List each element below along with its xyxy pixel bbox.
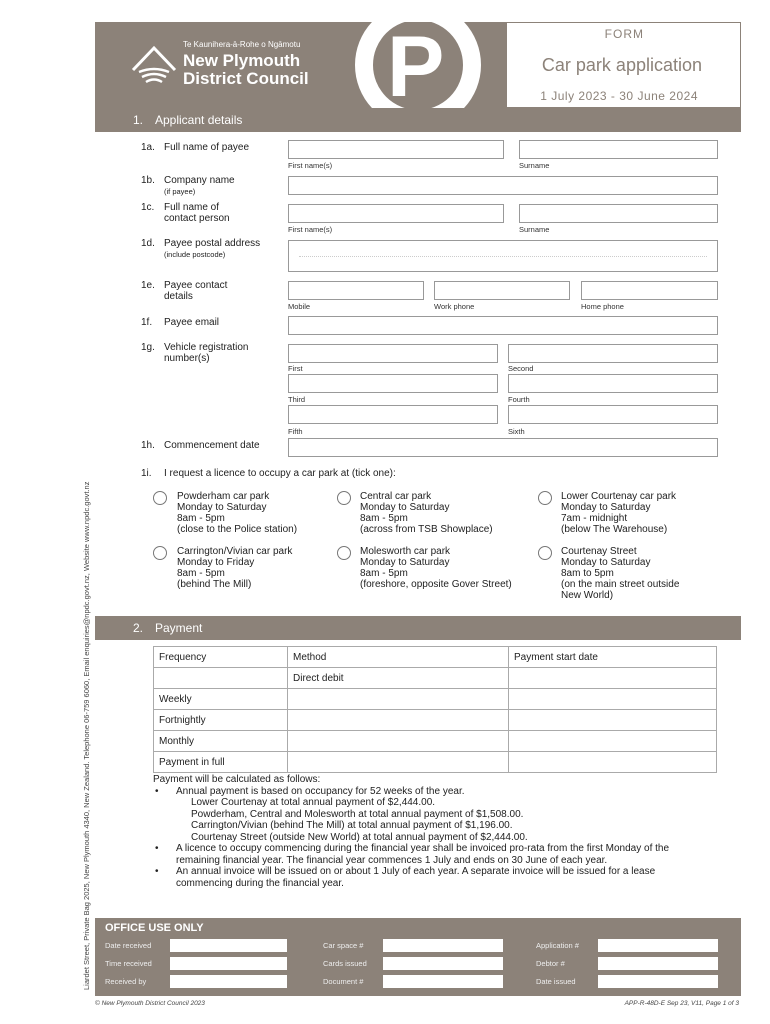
vehicle-reg-third-caption: Third [288,395,306,404]
list-item: • Annual payment is based on occupancy for 52 weeks of the year. [155,785,465,797]
mobile-caption: Mobile [288,302,311,311]
section-title: Applicant details [155,113,243,127]
payee-surname-input[interactable] [519,140,718,159]
carrington-vivian-radio[interactable] [153,546,167,560]
method-value: Direct debit [288,668,509,689]
payee-first-name-input[interactable] [288,140,504,159]
date-received-label: Date received [105,941,152,950]
courtenay-street-option: Courtenay Street Monday to Saturday 8am to 5pm (on the main street outside New World) [561,546,680,601]
lower-courtenay-option: Lower Courtenay car park Monday to Saturday 7am - midnight (below The Warehouse) [561,491,677,535]
vehicle-reg-first-caption: First [288,364,303,373]
section-number: 2. [133,621,144,635]
postal-address-input[interactable] [288,240,718,272]
header-title-panel [507,22,741,108]
document-field[interactable] [383,975,503,988]
commencement-date-input[interactable] [288,438,718,457]
home-phone-input[interactable] [581,281,718,300]
frequency-header: Frequency [154,647,288,668]
vehicle-reg-third-input[interactable] [288,374,498,393]
first-name-caption: First name(s) [288,161,333,170]
vehicle-reg-fourth-input[interactable] [508,374,718,393]
council-maori-name: Te Kaunihera-ā-Rohe o Ngāmotu [183,40,301,49]
calc-intro: Payment will be calculated as follows: [153,774,321,785]
surname-caption: Surname [519,161,550,170]
section-applicant-header [95,108,741,132]
table-header-row [154,647,717,668]
section-number: 1. [133,113,144,127]
start-date-cell[interactable] [509,731,717,752]
start-date-cell[interactable] [509,668,717,689]
section-title: Payment [155,621,203,635]
molesworth-radio[interactable] [337,546,351,560]
table-row [154,689,717,710]
mobile-input[interactable] [288,281,424,300]
company-name-input[interactable] [288,176,718,195]
form-code-footer: APP-R-48D-E Sep 23, V11, Page 1 of 3 [624,1000,739,1007]
central-radio[interactable] [337,491,351,505]
list-item: • A licence to occupy commencing during the financial year shall be invoiced pro-rata from the first Monday of the remaining financial year. The financial year commences 1 July and ends on 30 June of each year. [155,843,670,866]
start-date-cell[interactable] [509,689,717,710]
received-by-label: Received by [105,977,147,986]
powderham-option: Powderham car park Monday to Saturday 8am - 5pm (close to the Police station) [177,491,298,535]
time-received-label: Time received [105,959,152,968]
contact-surname-input[interactable] [519,204,718,223]
list-item: • An annual invoice will be issued on or about 1 July of each year. A separate invoice will be issued for a lease commencing during the financial year. [155,866,656,889]
vehicle-reg-second-input[interactable] [508,344,718,363]
carrington-vivian-option: Carrington/Vivian car park Monday to Friday 8am - 5pm (behind The Mill) [177,546,293,590]
frequency-full: Payment in full [154,752,288,773]
central-option: Central car park Monday to Saturday 8am - 5pm (across from TSB Showplace) [360,491,493,535]
council-name-line2: District Council [183,69,309,88]
table-row [154,668,717,689]
vehicle-reg-second-caption: Second [508,364,534,373]
payment-notes [153,774,743,889]
frequency-monthly: Monthly [154,731,288,752]
home-phone-caption: Home phone [581,302,624,311]
vehicle-reg-fifth-caption: Fifth [288,427,303,436]
office-use-panel [95,918,741,996]
car-space-label: Car space # [323,941,364,950]
start-date-header: Payment start date [509,647,717,668]
payment-table [153,646,717,773]
table-row [154,752,717,773]
work-phone-caption: Work phone [434,302,475,311]
form-type-label: FORM [604,27,644,41]
method-cell[interactable] [288,689,509,710]
vehicle-reg-first-input[interactable] [288,344,498,363]
form-header [95,22,741,108]
table-row [154,731,717,752]
rate-line: Carrington/Vivian (behind The Mill) at total annual payment of $1,196.00. [191,820,513,831]
rate-line: Courtenay Street (outside New World) at total annual payment of $2,444.00. [191,831,528,843]
council-name-line1: New Plymouth [183,51,301,70]
surname-caption: Surname [519,225,550,234]
parking-p-icon: P [387,22,445,108]
debtor-field[interactable] [598,957,718,970]
vehicle-reg-sixth-caption: Sixth [508,427,525,436]
molesworth-option: Molesworth car park Monday to Saturday 8am - 5pm (foreshore, opposite Gover Street) [360,546,512,590]
vehicle-reg-sixth-input[interactable] [508,405,718,424]
time-received-field[interactable] [170,957,287,970]
courtenay-street-radio[interactable] [538,546,552,560]
office-use-title: OFFICE USE ONLY [105,922,204,934]
start-date-cell[interactable] [509,710,717,731]
copyright-footer: © New Plymouth District Council 2023 [95,1000,205,1007]
cards-issued-label: Cards issued [323,959,367,968]
method-header: Method [288,647,509,668]
header-brand-panel [95,22,507,108]
car-space-field[interactable] [383,939,503,952]
vehicle-reg-fourth-caption: Fourth [508,395,530,404]
method-cell[interactable] [288,731,509,752]
frequency-fortnightly: Fortnightly [154,710,288,731]
council-name [183,52,309,88]
form-dates: 1 July 2023 - 30 June 2024 [540,89,698,103]
cards-issued-field[interactable] [383,957,503,970]
frequency-weekly: Weekly [154,689,288,710]
table-row [154,710,717,731]
council-logo-icon [131,44,177,86]
received-by-field[interactable] [170,975,287,988]
date-received-field[interactable] [170,939,287,952]
date-issued-label: Date issued [536,977,576,986]
section-payment-header [95,616,741,640]
lower-courtenay-radio[interactable] [538,491,552,505]
method-cell[interactable] [288,710,509,731]
date-issued-field[interactable] [598,975,718,988]
council-contact-sidebar: Liardet Street, Private Bag 2025, New Plymouth 4340, New Zealand. Telephone 06-759 6060, Email enquiries@npdc.govt.nz, Website www.npdc.govt.nz [82,481,91,990]
document-label: Document # [323,977,364,986]
form-page: Te Kaunihera-ā-Rohe o Ngāmotu New Plymouth District Council P FORM Car park application 1 July 2023 - 30 June 2024 1. Applicant details 1a. Full name of payee First name(s) Surname 1b. Company name (if payee) 1c. Full name of contact person First name(s) Surname 1d. Payee postal address (include postcode) 1e. Payee contact details Mobile Work phone Home phone 1f. Payee email 1g. Vehicle registration number(s) First Second Third Fourth Fifth Sixth 1h. Commencement date 1i. I request a licence to occupy a car park at (tick one): Powderham car park Monday to Saturday 8am - 5pm (close to the Police station) Central car park Monday to Saturday 8am - 5pm (across from TSB Showplace) Lower Courtenay car park Monday to Saturday 7am - midnight (below The Warehouse) Carrington/Vivian car park Monday to Friday 8am - 5pm (behind The Mill) Molesworth car park Monday to Saturday 8am - 5pm (foreshore, opposite Gover Street) Courtenay Street Monday to Saturday 8am to 5pm (on the main street outside New World) 2. Payment Frequency Method Payment start date Direct debit Weekly Fortnightly Monthly Payment in full Payment will be calculated as follows: • Annual payment is based on occupancy for 52 weeks of the year. Lower Courtenay at total annual payment of $2,444.00. Powderham, Central and Molesworth at total annual payment of $1,508.00. Carrington/Vivian (behind The Mill) at total annual payment of $1,196.00. Courtenay Street (outside New World) at total annual payment of $2,444.00. • A licence to occupy commencing during the financial year shall be invoiced pro-rata from the first Monday of the remaining financial year. The financial year commences 1 July and ends on 30 June of each year. • An annual invoice will be issued on or about 1 July of each year. A separate invoice will be issued for a lease commencing during the financial year. OFFICE USE ONLY Date received Time received Received by Car space # Cards issued Document # Application # Debtor # Date issued © New Plymouth District Council 2023 APP-R-48D-E Sep 23, V11, Page 1 of 3 [95,22,741,998]
start-date-cell[interactable] [509,752,717,773]
application-label: Application # [536,941,579,950]
payee-email-input[interactable] [288,316,718,335]
form-title: Car park application [541,55,702,75]
work-phone-input[interactable] [434,281,570,300]
method-cell[interactable] [288,752,509,773]
rate-line: Lower Courtenay at total annual payment of $2,444.00. [191,797,436,808]
application-field[interactable] [598,939,718,952]
contact-first-name-input[interactable] [288,204,504,223]
debtor-label: Debtor # [536,959,565,968]
vehicle-reg-fifth-input[interactable] [288,405,498,424]
powderham-radio[interactable] [153,491,167,505]
first-name-caption: First name(s) [288,225,333,234]
rate-line: Powderham, Central and Molesworth at total annual payment of $1,508.00. [191,808,524,820]
